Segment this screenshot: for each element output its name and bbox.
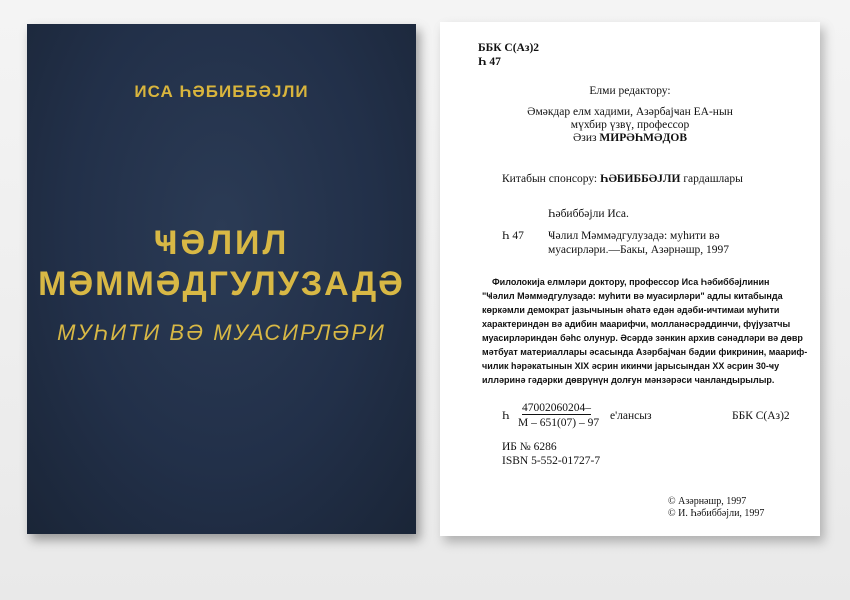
abstract-line: муасирләриндән бәһс олунур. Әсәрдә зәнкин архив сәнәдләри вә дөвр: [482, 333, 803, 343]
abstract-line: илләринә гәдәрки дөврүнүн долғун мәнзәрәси чанландырылыр.: [482, 375, 775, 385]
editor-title-line2: мүхбир үзвү, профессор: [570, 119, 690, 131]
abstract-line: "Ҹәлил Мәммәдгулузадә: муһити вә муасирләри" адлы китабында: [482, 291, 783, 301]
cover-title-line1: ҸӘЛИЛ: [153, 224, 290, 262]
editor-name: [440, 132, 820, 144]
cover-subtitle: МУҺИТИ ВӘ МУАСИРЛӘРИ: [57, 320, 386, 345]
abstract-line: характериндән вә адибин маарифчи, молланәсрәддинчи, фүјузатчы: [482, 319, 791, 329]
formula-suffix: е'лансыз: [610, 410, 652, 422]
sponsor-suffix: гардашлары: [683, 173, 743, 185]
cover-title-line2: МӘММӘДГУЛУЗАДӘ: [38, 265, 405, 303]
editor-title-line1: Әмәкдар елм хадими, Азәрбајҹан ЕА-нын: [527, 106, 733, 118]
abstract-line: Филолокија елмләри доктору, профессор Иса Һәбиббәјлинин: [492, 277, 770, 287]
sponsor-name: ҺӘБИББӘЈЛИ: [600, 173, 681, 185]
entry-code: Һ 47: [502, 230, 524, 242]
editor-first-name: Әзиз: [572, 132, 597, 144]
bbk-code-top: ББК С(Аз)2: [478, 42, 540, 54]
formula-prefix: Һ: [502, 410, 510, 422]
sponsor-line: [502, 173, 743, 185]
copyright-author: © И. Һәбиббәјли, 1997: [668, 508, 765, 519]
sponsor-label: Китабын спонсору:: [502, 173, 598, 185]
copyright-publisher: © Азәрнәшр, 1997: [668, 496, 747, 507]
book-cover: [27, 24, 416, 534]
author-entry: Һәбиббәјли Иса.: [548, 208, 629, 220]
abstract-line: чилик һәрәкатынын XIX әсрин икинҹи јарысындан XX әсрин 30-ҹу: [482, 361, 780, 371]
isbn: ISBN 5-552-01727-7: [502, 455, 601, 467]
ib-number: ИБ № 6286: [502, 441, 557, 453]
classification-code-top: Һ 47: [478, 56, 501, 68]
entry-title-line2: муасирләри.—Бакы, Азәрнәшр, 1997: [548, 244, 730, 256]
abstract-line: көркәмли демократ јазычынын әһатә едән әдәби-ичтимаи муһити: [482, 305, 780, 315]
editor-last-name: МИРӘҺМӘДОВ: [599, 132, 688, 144]
entry-title-line1: Ҹәлил Мәммәдгулузадә: муһити вә: [548, 230, 720, 242]
formula-numerator: 47002060204–: [522, 402, 591, 414]
cover-author: ИСА ҺӘБИББӘЈЛИ: [134, 82, 309, 101]
bbk-code-bottom: ББК С(Аз)2: [732, 410, 790, 422]
formula-denominator: М – 651(07) – 97: [518, 417, 600, 429]
abstract-line: мәтбуат материаллары әсасында Азәрбајҹан бәдии фикринин, маариф-: [482, 347, 808, 357]
imprint-page: [440, 22, 820, 536]
editor-label: Елми редактору:: [589, 85, 671, 97]
